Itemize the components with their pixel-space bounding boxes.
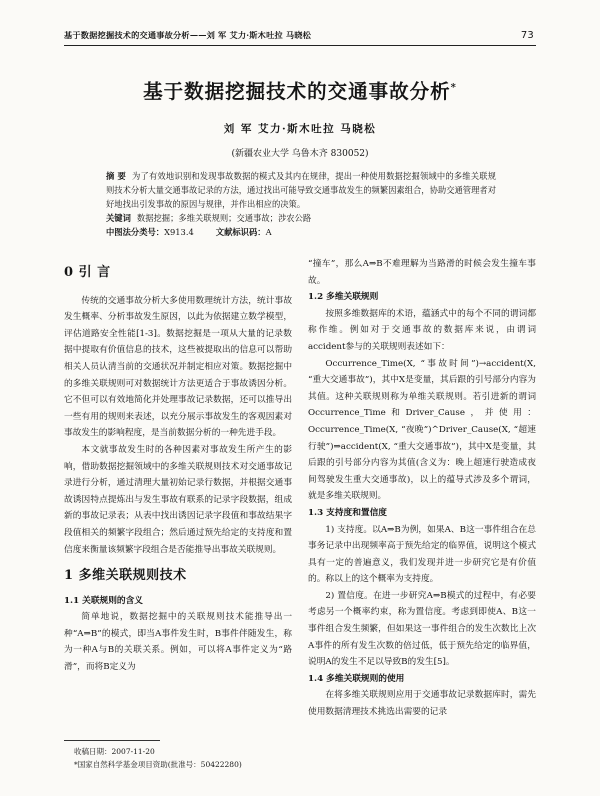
header-rule: [64, 45, 536, 46]
body-paragraph: “撞车”，那么A⇒B不难理解为当路滑的时候会发生撞车事故。: [308, 259, 536, 286]
intro-paragraph: 传统的交通事故分析大多使用数理统计方法，统计事故发生概率、分析事故发生原因，以此为依据建立数学模型，评估道路安全性能[1-3]。数据挖掘是一项从大量的记录数据中提取有价值信息的技术，这些被提取出的信息可以帮助相关人员认清当前的交通状况并制定相应对策。数据挖掘中的多维关联规则可对数据统计方法更适合于事故诱因分析。它不但可以有效地简化并处理事故记录数据，还可以推导出一些有用的规则来表述，以充分展示事故发生的客观因素对事故发生的影响程度，是当前数据分析的一种先进手段。: [64, 295, 292, 439]
footnote-rule: [64, 740, 160, 741]
running-header: [64, 30, 534, 46]
classification-line: [106, 226, 506, 238]
clc-label: 中图法分类号：: [106, 227, 165, 237]
abstract-label: 摘 要: [106, 171, 126, 181]
title-footnote-mark: *: [450, 82, 457, 94]
running-title: 基于数据挖掘技术的交通事故分析——刘 军 艾力·斯木吐拉 马晓松: [64, 30, 312, 40]
received-date-footnote: 收稿日期：2007-11-20: [74, 747, 155, 756]
right-column: [308, 256, 536, 721]
affiliation: (新疆农业大学 乌鲁木齐 830052): [231, 149, 369, 159]
doc-code-label: 文献标识码：: [215, 227, 266, 237]
intro-paragraph: 本文就事故发生时的各种因素对事故发生所产生的影响，借助数据挖掘领域中的多维关联规则技术对交通事故记录进行分析，通过清理大量初始记录行数据，并根据交通事故诱因特点提炼出与发生事故有联系的记录字段数据，组成新的事故记录表；从表中找出诱因记录字段值和事故结果字段值相关的频繁字段组合；然后通过预先给定的支持度和置信度来衡量该频繁字段组合是否能推导出事故关联规则。: [64, 444, 292, 555]
section-1-heading: 1 多维关联规则技术: [64, 568, 187, 584]
page-number: 73: [520, 30, 534, 41]
body-paragraph: 1) 支持度。以A⇒B为例，如果A、B这一事件组合在总事务记录中出现频率高于预先给定的临界值，说明这个模式具有一定的普遍意义，我们发现并进一步研究它是有价值的。称以上的这个概率为支持度。: [308, 524, 536, 585]
keywords-label: 关键词: [106, 213, 131, 223]
body-paragraph: 按照多维数据库的术语，蕴涵式中的每个不同的谓词都称作维。例如对于交通事故的数据库来说，由谓词accident参与的关联规则表述如下：: [308, 308, 536, 352]
left-column: [64, 265, 292, 676]
intro-heading: 0 引 言: [64, 265, 111, 280]
formula-paragraph: Occurrence_Time(X, “事故时间”)→accident(X, “重大交通事故”)，其中X是变量，其后跟的引号部分内容为其值。这种关联规则称为单维关联规则。若引进新的谓词Occurrence_Time和Driver_Cause，并使用：Occurrence_Time(X, “夜晚”)^Driver_Cause(X, “超速行驶”)⇒accident(X, “重大交通事故”)，其中X是变量，其后跟的引号部分内容为其值(含义为：晚上超速行驶造成夜间驾驶发生重大交通事故)，以上的蕴导式涉及多个谓词，就是多维关联规则。: [308, 358, 536, 502]
body-paragraph: 在将多维关联规则应用于交通事故记录数据库时，需先使用数据清理技术挑选出需要的记录: [308, 690, 536, 718]
keywords-text: 数据挖掘；多维关联规则；交通事故；涉农公路: [136, 213, 312, 223]
clc-value: X913.4: [164, 227, 194, 237]
abstract: [106, 169, 496, 212]
fund-footnote: *国家自然科学基金项目资助(批准号：50422280): [74, 760, 242, 769]
author-list: 刘 军 艾力·斯木吐拉 马晓松: [223, 123, 377, 135]
section-1-1-heading: 1.1 关联规则的含义: [64, 595, 143, 606]
keywords: [106, 211, 506, 225]
doc-code-value: A: [265, 227, 272, 237]
paper-title: [0, 76, 600, 104]
paper-title-text: 基于数据挖掘技术的交通事故分析: [143, 80, 451, 103]
body-paragraph: 2) 置信度。在进一步研究A⇒B模式的过程中，有必要考虑另一个概率约束，称为置信度。考虑到即使A、B这一事件组合发生频繁，但如果这一事件组合的发生次数比上次A事件的所有发生次数的倍过低，低于预先给定的临界值，说明A的发生不足以导致B的发生[5]。: [308, 590, 536, 668]
abstract-text: 为了有效地识别和发现事故数据的模式及其内在规律，提出一种使用数据挖掘领域中的多维关联规则技术分析大量交通事故记录的方法，通过找出可能导致交通事故发生的频繁因素组合，协助交通管理者对好地找出引发事故的原因与规律，并作出相应的决策。: [106, 171, 496, 210]
section-1-2-heading: 1.2 多维关联规则: [308, 292, 379, 303]
body-paragraph: 简单地说，数据挖掘中的关联规则技术能推导出一种“A⇒B”的模式，即当A事件发生时，B事件伴随发生，称为一种A与B的关联关系。例如，可以将A事件定义为“路滑”，而将B定义为: [64, 612, 292, 673]
section-1-4-heading: 1.4 多维关联规则的使用: [308, 673, 405, 684]
section-1-3-heading: 1.3 支持度和置信度: [308, 507, 387, 518]
